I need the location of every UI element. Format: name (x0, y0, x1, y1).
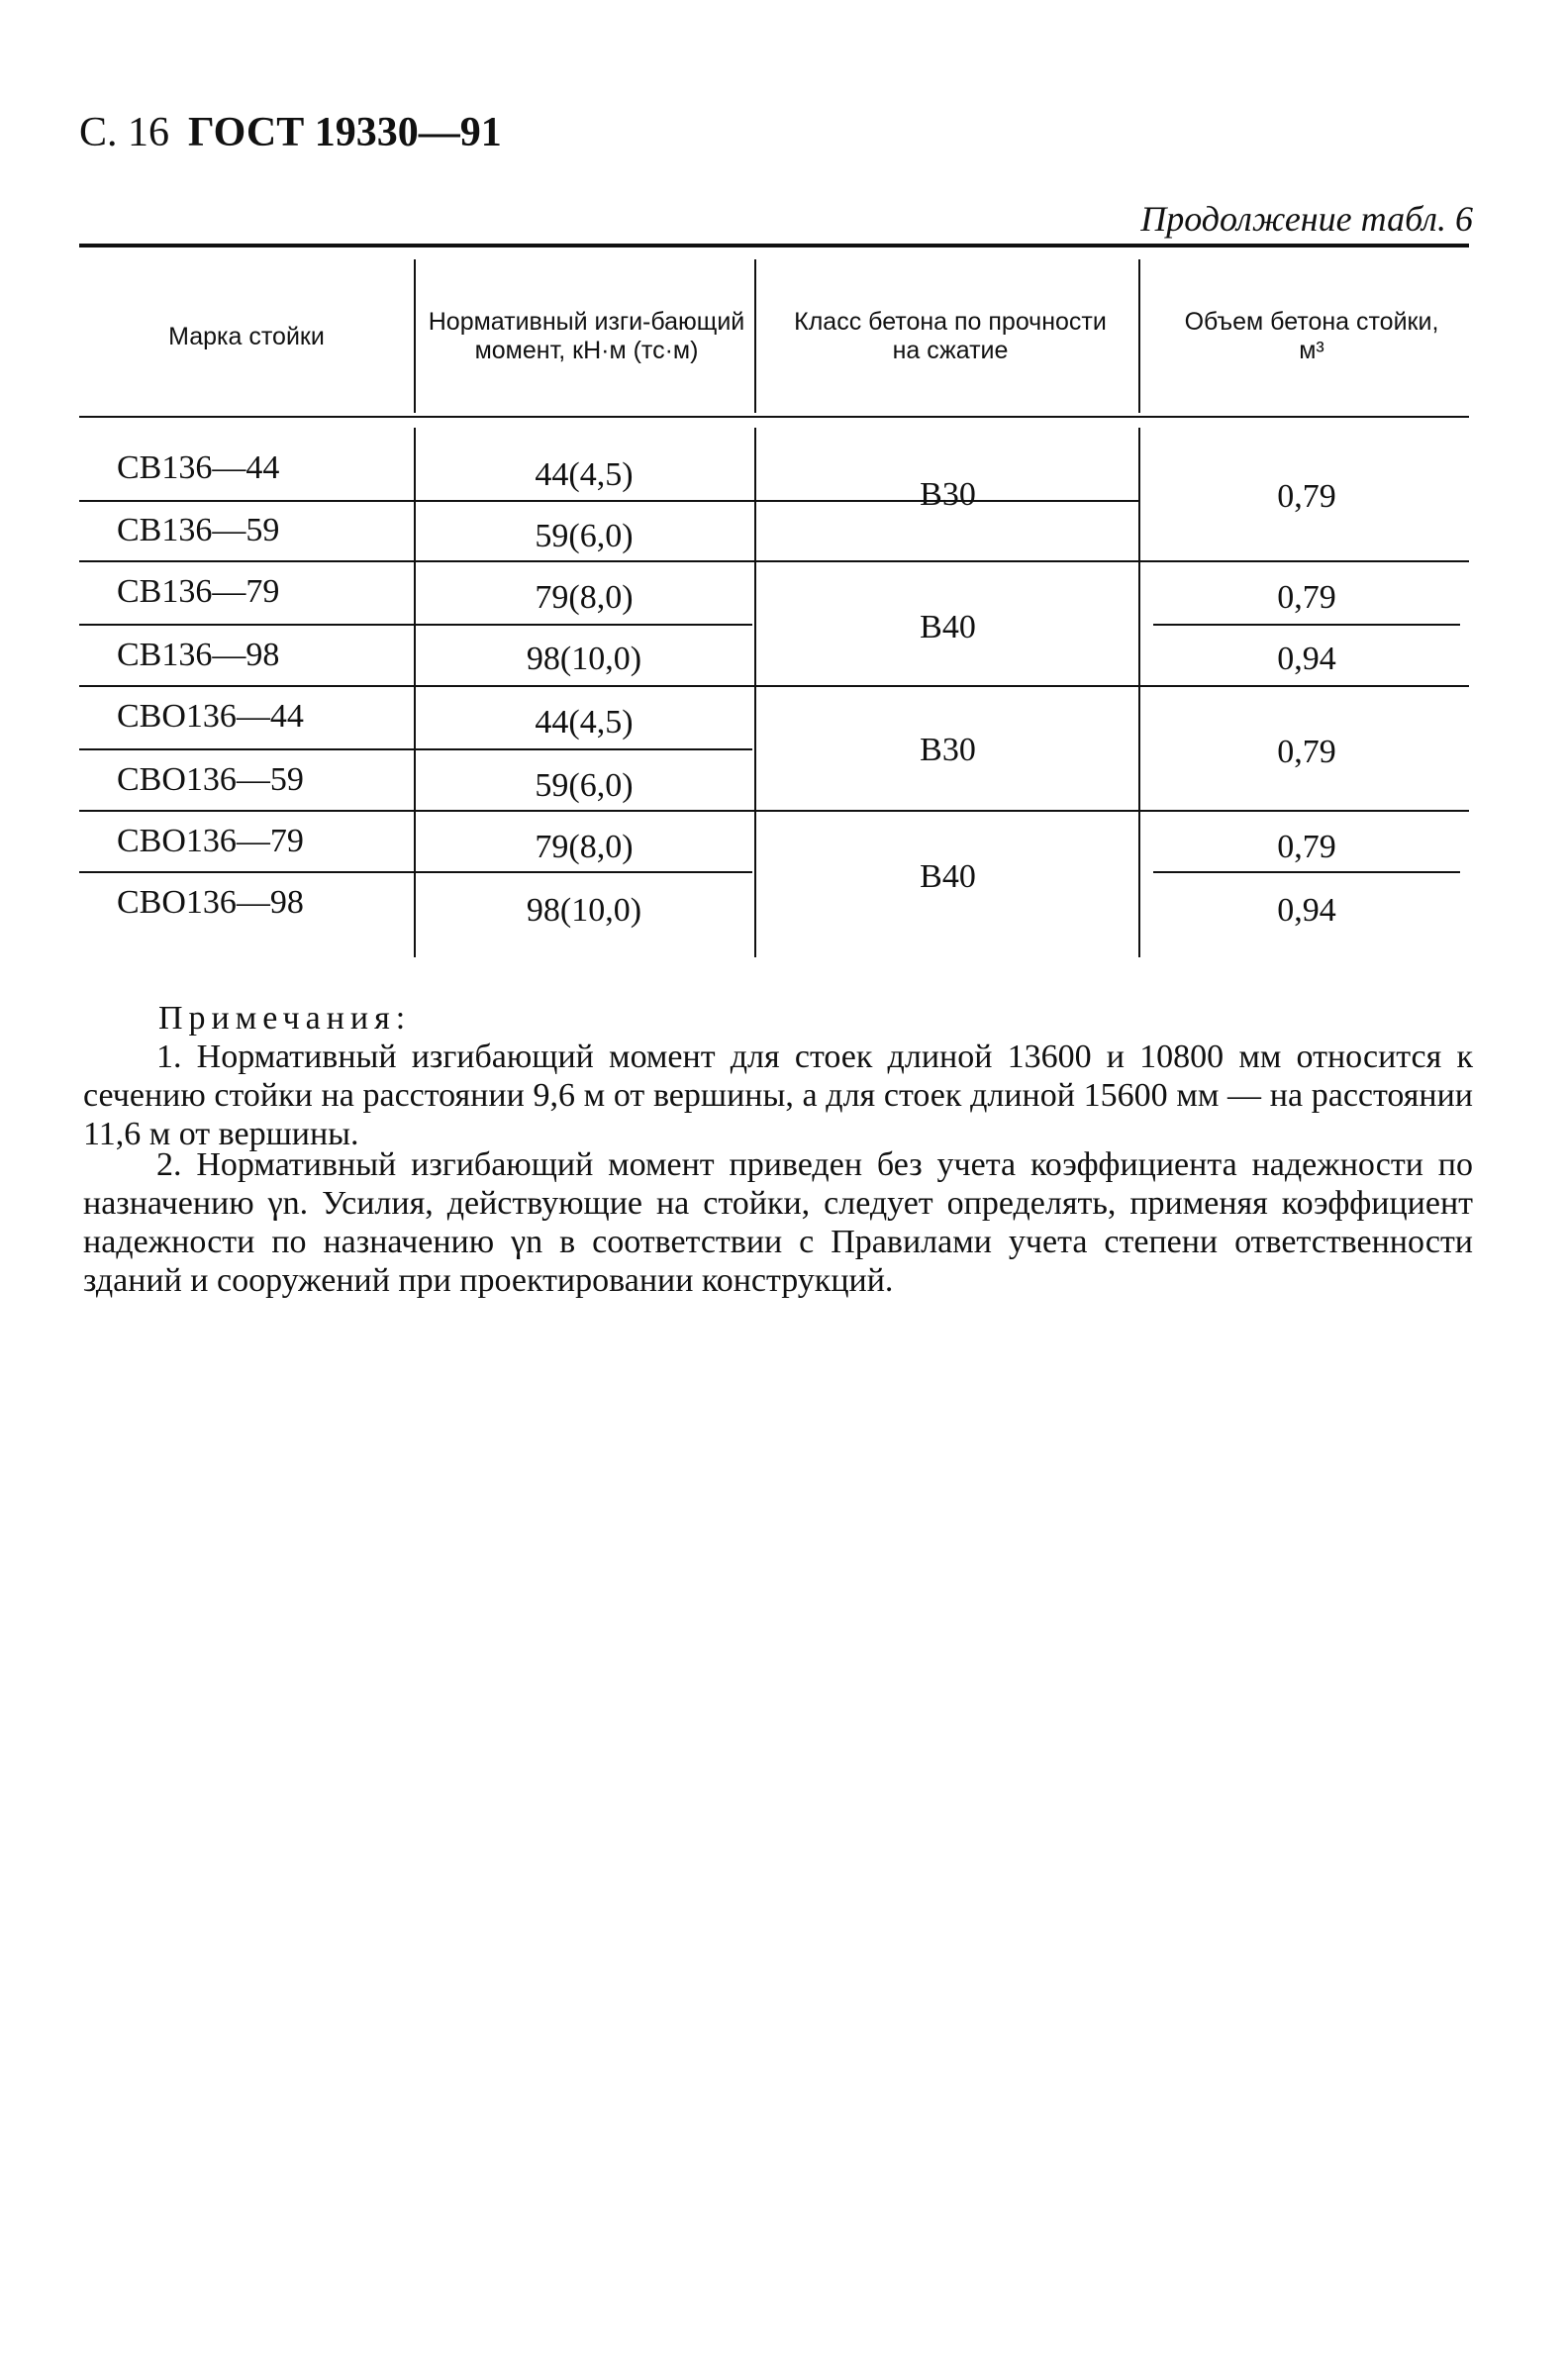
table-cell-mark: СВО136—44 (117, 698, 304, 735)
table-cell-mark: СВО136—79 (117, 823, 304, 859)
note-text: 2. Нормативный изгибающий момент приведен без учета коэффициента надежности по назначению γn. Усилия, действующие на стойки, следует определять, применяя коэффициент надежности по назначению γn в соответствии с Правилами учета степени ответственности зданий и сооружений при проектировании конструкций. (83, 1146, 1473, 1299)
table-cell-mark: СВ136—98 (117, 637, 280, 673)
table-cell-mark: СВ136—44 (117, 449, 280, 486)
table-cell-mark: СВО136—59 (117, 761, 304, 798)
column-header-volume: Объем бетона стойки, м³ (1184, 308, 1439, 364)
table-cell-volume: 0,79 (1277, 734, 1336, 770)
table-cell-moment: 79(8,0) (535, 579, 634, 616)
table-cell-moment: 98(10,0) (526, 892, 642, 929)
table-cell-moment: 59(6,0) (535, 767, 634, 804)
standard-title: ГОСТ 19330—91 (188, 110, 502, 155)
table-continuation-label: Продолжение табл. 6 (1140, 199, 1473, 239)
table-cell-mark: СВ136—79 (117, 573, 280, 610)
table-cell-volume: 0,79 (1277, 579, 1336, 616)
column-header-moment: Нормативный изги-бающий момент, кН·м (тс·м) (428, 308, 745, 364)
column-header-mark: Марка стойки (168, 322, 325, 350)
column-separator (1138, 428, 1140, 957)
table-cell-concrete-class: В30 (920, 476, 976, 513)
table-top-rule (79, 244, 1469, 247)
header-separator (1138, 259, 1140, 413)
table-cell-concrete-class: В40 (920, 858, 976, 895)
table-cell-mark: СВ136—59 (117, 512, 280, 548)
notes-title: Примечания: (158, 1000, 412, 1037)
row-separator (79, 560, 1469, 562)
table-cell-moment: 98(10,0) (526, 641, 642, 677)
header-separator (414, 259, 416, 413)
page-number: С. 16 (79, 110, 170, 155)
table-cell-volume: 0,79 (1277, 829, 1336, 865)
note-text: 1. Нормативный изгибающий момент для стоек длиной 13600 и 10800 мм относится к сечению стойки на расстоянии 9,6 м от вершины, а для стоек длиной 15600 мм — на расстоянии 11,6 м от вершины. (83, 1039, 1473, 1152)
table-cell-concrete-class: В30 (920, 732, 976, 768)
table-cell-volume: 0,79 (1277, 478, 1336, 515)
table-cell-volume: 0,94 (1277, 641, 1336, 677)
note-paragraph (83, 1038, 1473, 1153)
table-header-rule (79, 416, 1469, 418)
header-separator (754, 259, 756, 413)
column-separator (754, 428, 756, 957)
table-cell-volume: 0,94 (1277, 892, 1336, 929)
table-cell-moment: 44(4,5) (535, 456, 634, 493)
row-separator (79, 810, 1469, 812)
note-paragraph (83, 1145, 1473, 1300)
table-cell-concrete-class: В40 (920, 609, 976, 645)
column-header-concrete-class: Класс бетона по прочности на сжатие (794, 308, 1107, 364)
table-cell-moment: 79(8,0) (535, 829, 634, 865)
table-cell-moment: 44(4,5) (535, 704, 634, 741)
table-cell-mark: СВО136—98 (117, 884, 304, 921)
table-cell-moment: 59(6,0) (535, 518, 634, 554)
column-separator (414, 428, 416, 957)
